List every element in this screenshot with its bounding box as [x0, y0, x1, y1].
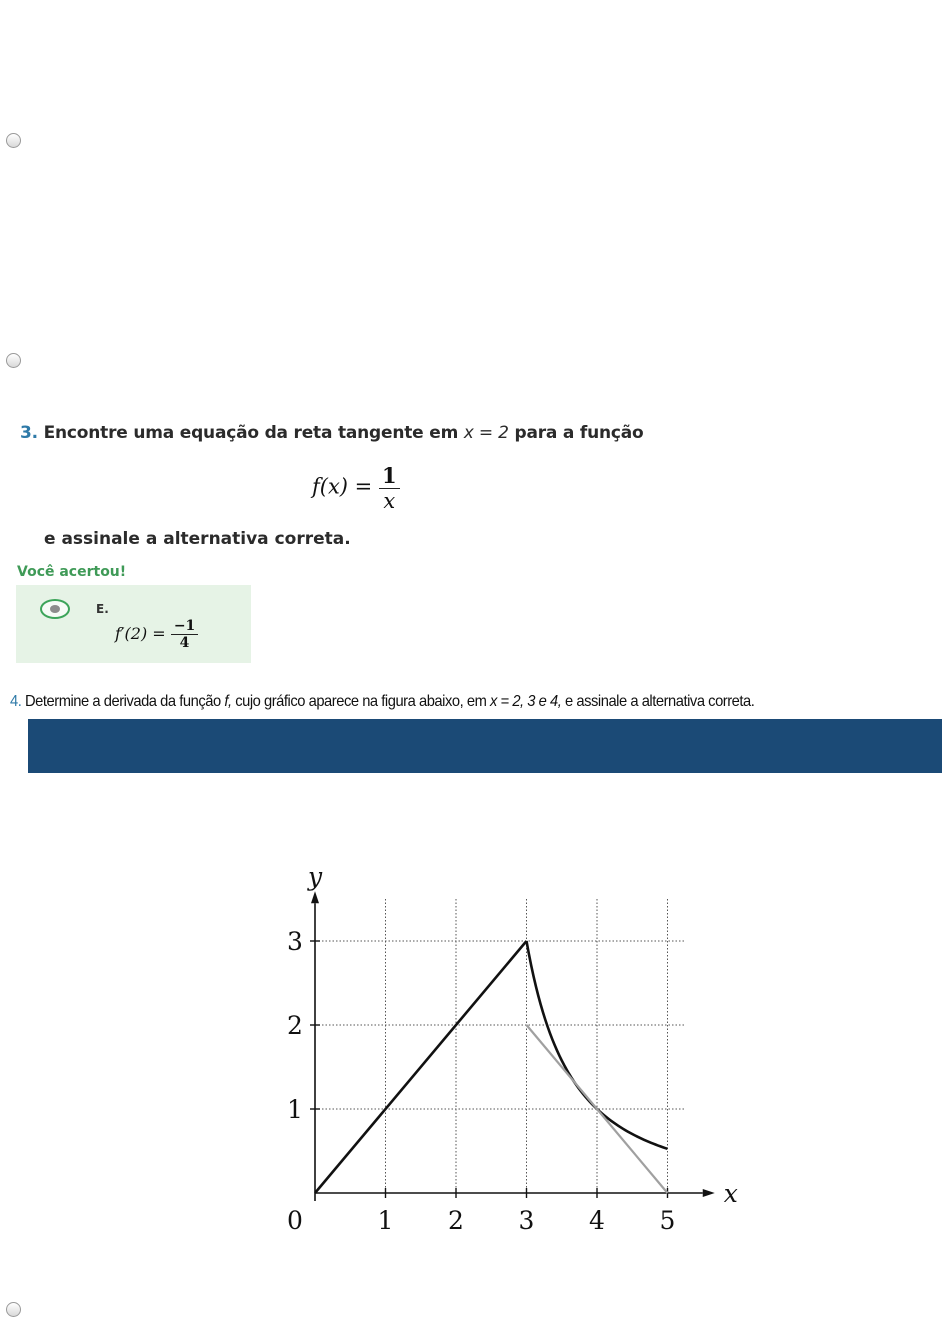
- y-tick-label-1: 1: [287, 1095, 303, 1124]
- selected-radio[interactable]: [40, 599, 70, 619]
- option-radio-2[interactable]: [6, 353, 21, 368]
- question-3-formula: f(x) = $\frac{1}{x}$: [312, 463, 400, 513]
- selected-answer: [16, 585, 251, 663]
- answer-formula: f′(2) = $\frac{-1}{4}$: [115, 618, 198, 651]
- series-line-2: [527, 941, 668, 1149]
- question-3-number: 3.: [20, 423, 38, 443]
- x-axis-arrow: [703, 1189, 715, 1197]
- question-banner: [28, 719, 942, 773]
- option-radio-1[interactable]: [6, 133, 21, 148]
- y-tick-label-2: 2: [287, 1011, 303, 1040]
- option-radio-3[interactable]: [6, 1302, 21, 1317]
- x-tick-label-4: 4: [589, 1206, 605, 1235]
- question-3-title: 3. Encontre uma equação da reta tangente em x = 2 para a função: [20, 423, 644, 443]
- question-4-number: 4.: [10, 693, 22, 710]
- y-axis-arrow: [311, 891, 319, 903]
- function-graph: [270, 860, 738, 1250]
- x-axis-label: x: [723, 1179, 738, 1208]
- feedback-correct: Você acertou!: [17, 564, 127, 580]
- question-4-title: 4. Determine a derivada da função f, cujo gráfico aparece na figura abaixo, em x = 2, 3 e 4, e assinale a alternativa correta.: [10, 693, 755, 710]
- series-line-1: [315, 941, 527, 1193]
- x-tick-label-3: 3: [518, 1206, 535, 1235]
- y-axis-label: y: [307, 862, 323, 892]
- question-3-instruction: e assinale a alternativa correta.: [44, 529, 351, 549]
- y-tick-label-3: 3: [287, 927, 303, 956]
- x-tick-label-1: 1: [377, 1206, 394, 1235]
- answer-letter: E.: [96, 602, 109, 616]
- x-tick-label-5: 5: [659, 1206, 676, 1235]
- x-tick-label-2: 2: [448, 1206, 464, 1235]
- x-tick-label-0: 0: [287, 1206, 303, 1235]
